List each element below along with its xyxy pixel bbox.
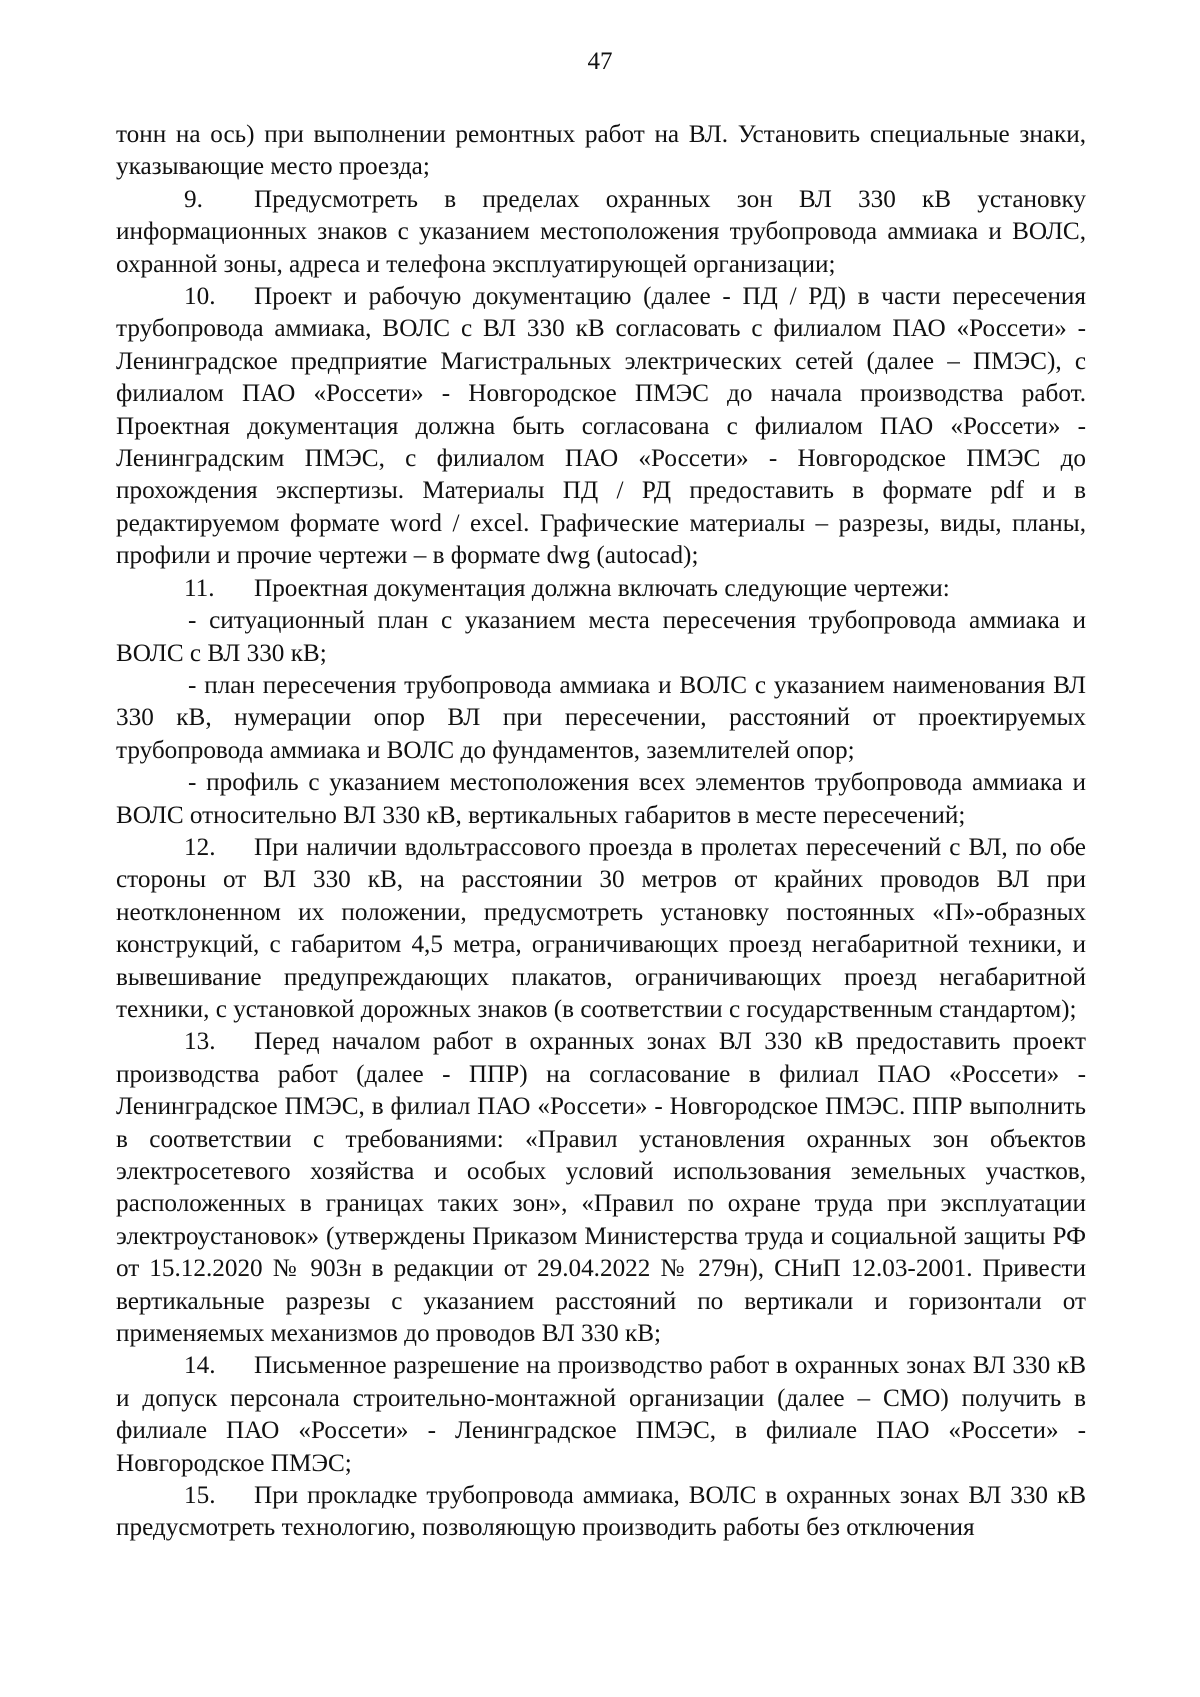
paragraph-14 bbox=[116, 1350, 1086, 1480]
paragraph-11-bullet-1: - ситуационный план с указанием места пересечения трубопровода аммиака и ВОЛС с ВЛ 330 кВ; bbox=[116, 607, 1086, 667]
paragraph-13 bbox=[116, 1026, 1086, 1350]
paragraph-11-text: Проектная документация должна включать следующие чертежи: bbox=[254, 574, 950, 602]
paragraph-continuation: тонн на ось) при выполнении ремонтных работ на ВЛ. Установить специальные знаки, указывающие место проезда; bbox=[116, 121, 1086, 181]
paragraph-15-number: 15. bbox=[184, 1482, 216, 1510]
paragraph-9 bbox=[116, 184, 1086, 281]
paragraph-9-text: Предусмотреть в пределах охранных зон ВЛ 330 кВ установку информационных знаков с указанием местоположения трубопровода аммиака и ВОЛС, охранной зоны, адреса и телефона эксплуатирующей организации; bbox=[116, 185, 1086, 278]
paragraph-15-text: При прокладке трубопровода аммиака, ВОЛС в охранных зонах ВЛ 330 кВ предусмотреть технологию, позволяющую производить работы без отключения bbox=[116, 1482, 1086, 1542]
document-body bbox=[116, 119, 1086, 1545]
paragraph-12-number: 12. bbox=[184, 833, 216, 861]
paragraph-12 bbox=[116, 832, 1086, 1026]
paragraph-13-number: 13. bbox=[184, 1028, 216, 1056]
paragraph-11 bbox=[116, 573, 1086, 605]
paragraph-11-number: 11. bbox=[184, 574, 215, 602]
paragraph-14-text: Письменное разрешение на производство работ в охранных зонах ВЛ 330 кВ и допуск персонала строительно-монтажной организации (далее – СМО) получить в филиале ПАО «Россети» - Ленинградское ПМЭС, в филиале ПАО «Россети» - Новгородское ПМЭС; bbox=[116, 1352, 1086, 1477]
paragraph-13-text: Перед началом работ в охранных зонах ВЛ 330 кВ предоставить проект производства работ (далее - ППР) на согласование в филиал ПАО «Россети» - Ленинградское ПМЭС, в филиал ПАО «Россети» - Новгородское ПМЭС. ППР выполнить в соответствии с требованиями: «Правил установления охранных зон объектов электросетевого хозяйства и особых условий использования земельных участков, расположенных в границах таких зон», «Правил по охране труда при эксплуатации электроустановок» (утверждены Приказом Министерства труда и социальной защиты РФ от 15.12.2020 № 903н в редакции от 29.04.2022 № 279н), СНиП 12.03-2001. Привести вертикальные разрезы с указанием расстояний по вертикали и горизонтали от применяемых механизмов до проводов ВЛ 330 кВ; bbox=[116, 1028, 1086, 1348]
paragraph-15 bbox=[116, 1480, 1086, 1545]
paragraph-10-text: Проект и рабочую документацию (далее - ПД / РД) в части пересечения трубопровода аммиака, ВОЛС с ВЛ 330 кВ согласовать с филиалом ПАО «Россети» - Ленинградское предприятие Магистральных электрических сетей (далее – ПМЭС), с филиалом ПАО «Россети» - Новгородское ПМЭС до начала производства работ. Проектная документация должна быть согласована с филиалом ПАО «Россети» - Ленинградским ПМЭС, с филиалом ПАО «Россети» - Новгородское ПМЭС до прохождения экспертизы. Материалы ПД / РД предоставить в формате pdf и в редактируемом формате word / excel. Графические материалы – разрезы, виды, планы, профили и прочие чертежи – в формате dwg (autocad); bbox=[116, 283, 1086, 570]
page-number: 47 bbox=[587, 48, 613, 75]
paragraph-14-number: 14. bbox=[184, 1352, 216, 1380]
paragraph-12-text: При наличии вдольтрассового проезда в пролетах пересечений с ВЛ, по обе стороны от ВЛ 330 кВ, на расстоянии 30 метров от крайних проводов ВЛ при неотклоненном их положении, предусмотреть установку постоянных «П»-образных конструкций, с габаритом 4,5 метра, ограничивающих проезд негабаритной техники, и вывешивание предупреждающих плакатов, ограничивающих проезд негабаритной техники, с установкой дорожных знаков (в соответствии с государственным стандартом); bbox=[116, 833, 1086, 1023]
paragraph-9-number: 9. bbox=[184, 185, 203, 213]
paragraph-11-bullet-3: - профиль с указанием местоположения всех элементов трубопровода аммиака и ВОЛС относительно ВЛ 330 кВ, вертикальных габаритов в месте пересечений; bbox=[116, 769, 1086, 829]
paragraph-10-number: 10. bbox=[184, 283, 216, 311]
paragraph-11-bullet-2: - план пересечения трубопровода аммиака и ВОЛС с указанием наименования ВЛ 330 кВ, нумерации опор ВЛ при пересечении, расстояний от проектируемых трубопровода аммиака и ВОЛС до фундаментов, заземлителей опор; bbox=[116, 671, 1086, 764]
paragraph-10 bbox=[116, 281, 1086, 573]
